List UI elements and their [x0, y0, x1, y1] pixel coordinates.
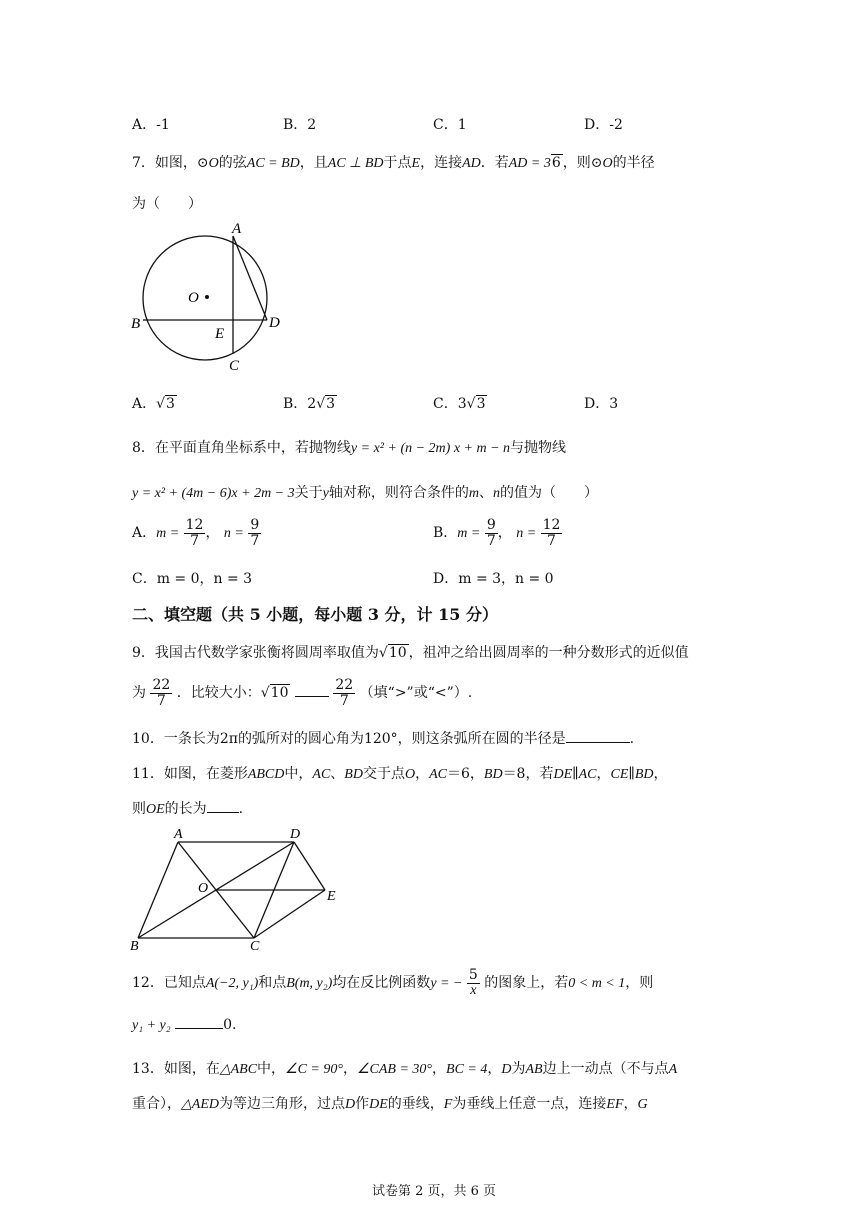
q6-option-d: D．-2 [584, 117, 623, 133]
q13-stem-line1: 13．如图，在△ABC中，∠C = 90°，∠CAB = 30°，BC = 4，D为AB边上一动点（不与点A [132, 1061, 678, 1077]
q8-option-d: D．m = 3，n = 0 [433, 571, 554, 587]
q6-option-a: A．-1 [132, 117, 170, 133]
q8-stem-line2: y = x² + (4m − 6)x + 2m − 3关于y轴对称，则符合条件的m、n的值为（ ） [132, 485, 598, 501]
q7-option-c: C．3√3 [433, 396, 486, 412]
q10-answer-blank[interactable] [566, 742, 630, 743]
q9-answer-blank[interactable] [295, 696, 329, 697]
label-d: D [290, 827, 301, 842]
label-e: E [327, 889, 336, 904]
q10-stem: 10．一条长为2π的弧所对的圆心角为120°，则这条弧所在圆的半径是 . [132, 731, 635, 747]
circle-o [143, 236, 267, 360]
q7-stem-line2: 为（ ） [132, 196, 202, 212]
q7-option-a: A．√3 [132, 396, 175, 412]
label-o: O [188, 290, 199, 306]
q9-stem-line1: 9．我国古代数学家张衡将圆周率取值为√10 ，祖冲之给出圆周率的一种分数形式的近似值 [132, 645, 689, 661]
q8-option-c: C．m = 0，n = 3 [132, 571, 253, 587]
q8-option-b: B．m = $\frac{9}{7}$ ， n = $\frac{12}{7}$ [433, 517, 561, 549]
label-b: B [131, 316, 141, 332]
q11-answer-blank[interactable] [207, 812, 239, 813]
label-o: O [198, 881, 209, 896]
side-ab [138, 842, 178, 938]
q12-stem-line1: 12．已知点A(−2, y₁)和点B(m, y₂)均在反比例函数y = − $\frac{5}{x}$ 的图象上，若0 < m < 1，则 [132, 967, 654, 998]
q6-option-c: C．1 [433, 117, 467, 133]
label-b: B [130, 939, 139, 954]
label-a: A [174, 827, 183, 842]
q7-stem-line1: 7．如图，⊙O的弦AC = BD，且AC ⊥ BD于点E，连接AD．若AD = 36 ，则⊙O的半径 [132, 155, 655, 171]
q8-option-a: A．m = $\frac{12}{7}$ ， n = $\frac{9}{7}$ [132, 517, 260, 549]
segment-ad [233, 236, 267, 320]
label-e: E [215, 326, 225, 342]
center-dot [205, 295, 209, 299]
q7-option-b: B．2√3 [283, 396, 336, 412]
label-c: C [229, 358, 240, 374]
q12-stem-line2: y₁ + y₂ 0. [132, 1017, 237, 1033]
label-a: A [232, 221, 242, 237]
label-c: C [250, 939, 260, 954]
q7-circle-figure [125, 220, 295, 380]
q13-stem-line2: 重合），△AED为等边三角形，过点D作DE的垂线，F为垂线上任意一点，连接EF，G [132, 1096, 648, 1112]
label-d: D [269, 315, 280, 331]
q6-option-b: B．2 [283, 117, 317, 133]
q11-stem-line2: 则OE的长为 . [132, 801, 244, 817]
q11-stem-line1: 11．如图，在菱形ABCD中，AC、BD交于点O，AC＝6，BD＝8，若DE∥AC，CE∥BD， [132, 766, 668, 782]
q8-stem-line1: 8．在平面直角坐标系中，若抛物线y = x² + (n − 2m) x + m − n与抛物线 [132, 440, 567, 456]
q11-rhombus-figure [128, 826, 358, 956]
q12-answer-blank[interactable] [175, 1028, 223, 1029]
q7-option-d: D．3 [584, 396, 619, 412]
section-heading-fill-in: 二、填空题（共 5 小题，每小题 3 分，计 15 分） [132, 605, 498, 624]
segment-de [294, 842, 325, 890]
page-footer: 试卷第 2 页，共 6 页 [371, 1184, 497, 1199]
q9-stem-line2: 为 $\frac{22}{7}$ ．比较大小：√10 $\frac{22}{7}$ （填“>”或“<”）. [132, 677, 473, 709]
